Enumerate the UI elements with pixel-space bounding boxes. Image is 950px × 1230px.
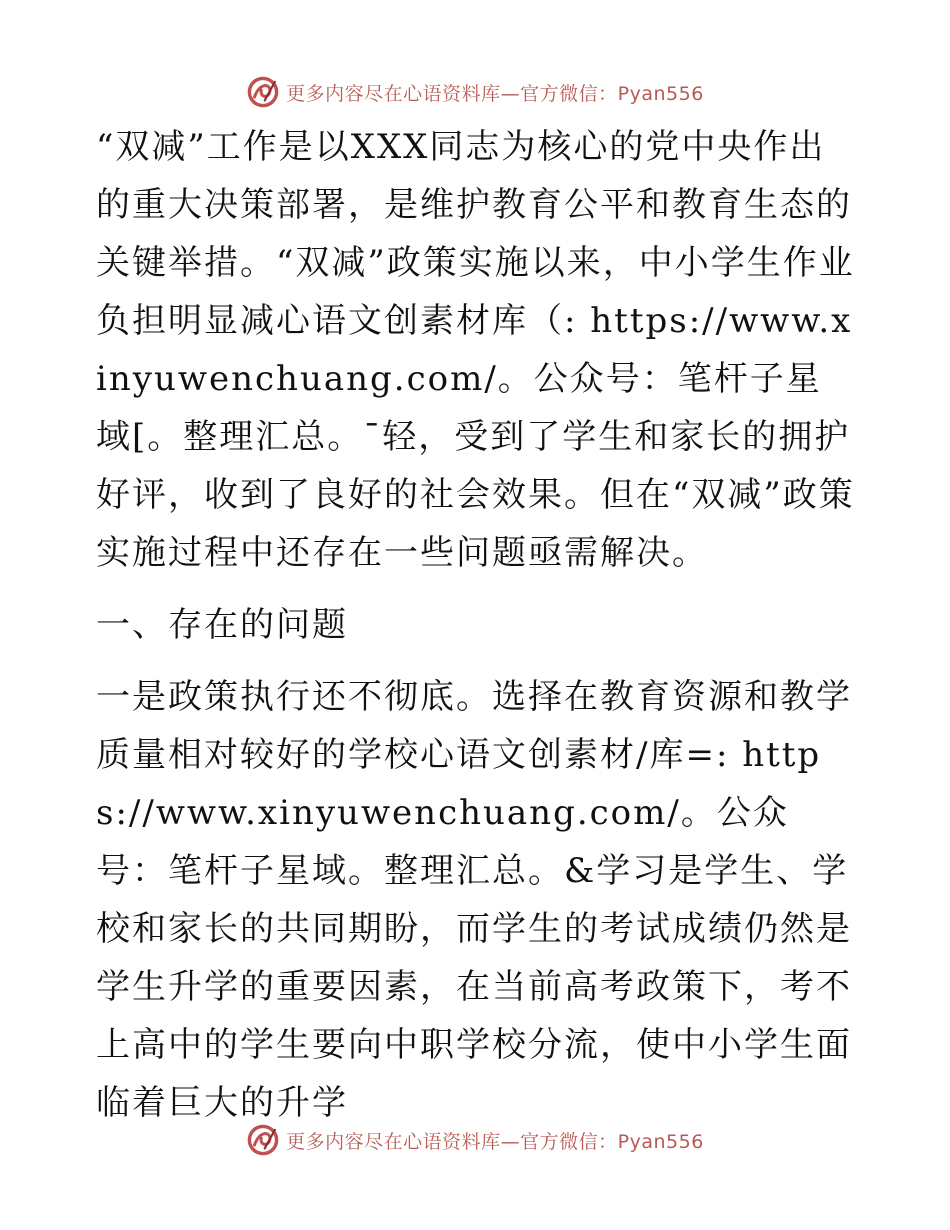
red-swirl-logo-icon [246,75,280,109]
document-body [96,118,856,1132]
section-heading: 一、存在的问题 [96,605,348,645]
paragraph-issue-1: 一是政策执行还不彻底。选择在教育资源和教学质量相对较好的学校心语文创素材/库=: https://www.xinyuwenchuang.com/。公众号：笔杆子星域。整理汇总。&学习是学生、学校和家长的共同期盼，而学生的考试成绩仍然是学生升学的重要因素，在当前高考政策下，考不上高中的学生要向中职学校分流，使中小学生面临着巨大的升学 [96,677,852,1123]
header-banner [0,72,950,112]
red-swirl-logo-icon [246,1123,280,1157]
banner-text: 更多内容尽在心语资料库—官方微信：Pyan556 [286,1130,704,1153]
banner-text: 更多内容尽在心语资料库—官方微信：Pyan556 [286,82,704,105]
footer-banner [0,1120,950,1160]
paragraph-intro: “双减”工作是以XXX同志为核心的党中央作出的重大决策部署，是维护教育公平和教育生态的关键举措。“双减”政策实施以来，中小学生作业负担明显减心语文创素材库（: https://www.xinyuwenchuang.com/。公众号：笔杆子星域[。整理汇总。¯轻，受到了学生和家长的拥护好评，收到了良好的社会效果。但在“双减”政策实施过程中还存在一些问题亟需解决。 [96,127,855,573]
